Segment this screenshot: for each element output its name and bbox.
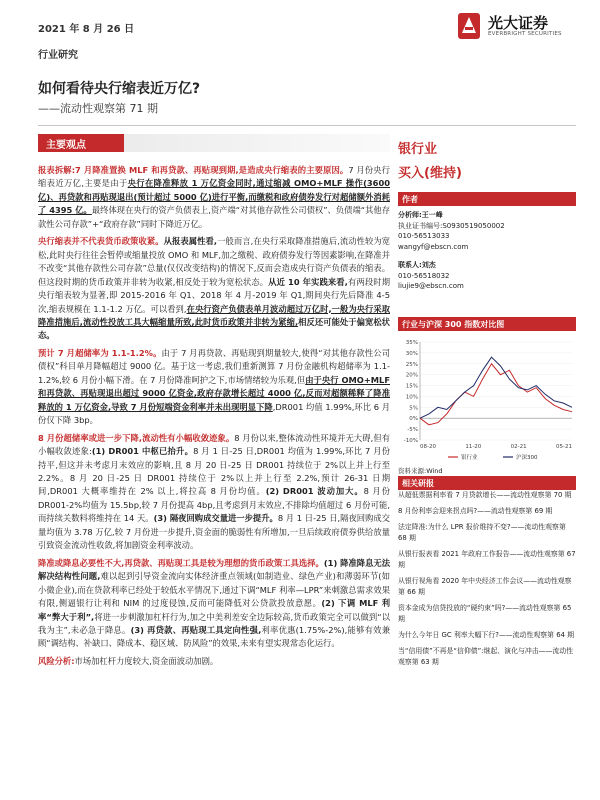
rating-label: 买入(维持) — [398, 166, 462, 181]
paragraph-lead: 降准或降息必要性不大,再贷款、再贴现工具是较为理想的货币政策工具选择。 — [38, 557, 324, 568]
related-report-link[interactable]: 资本金成为信贷投放的“硬约束”吗?——流动性观察第 65 期 — [398, 604, 572, 623]
paragraph-lead: 8 月份超储率或进一步下降,流动性有小幅收敛迹象。 — [38, 432, 235, 443]
chart-y-tick-label: 10% — [405, 394, 418, 401]
brand-logo — [456, 6, 576, 46]
contact-email[interactable]: liujie9@ebscn.com — [398, 282, 464, 290]
chart-y-tick-label: 25% — [405, 361, 418, 368]
chart-legend-label: 银行业 — [461, 455, 478, 461]
chart-x-tick-label: 08-20 — [420, 444, 436, 450]
paragraph-bold: 从报表属性看, — [163, 236, 218, 247]
author-block — [398, 210, 576, 292]
paragraph-text: 由于 7 月再贷款、再贴现到期量较大,使得“对其他存款性公司债权”科目单月降幅超过 9000 亿。基于这一考虑,我们重新测算 7 月份金融机构超储率为 1.1-1.2%,较 6 月份小幅下滑。在 7 月份降准呵护之下,市场情绪较为乐观,但 — [38, 347, 390, 385]
paragraph-bold: 相反还可能处于偏宽松状态。 — [38, 316, 390, 341]
paragraph-emphasis: 在央行资产负债表单月波动超过万亿时,一般为央行采取降准措施后,流动性投放工具大幅缩量所致,此时货币政策并非转为紧缩, — [38, 303, 390, 327]
paragraph-bold: (3) 再贷款、再贴现工具定向性强, — [130, 624, 262, 635]
related-report-link[interactable]: 从银行视角看 2020 年中央经济工作会议——流动性观察第 66 期 — [398, 577, 572, 596]
section-title: 主要观点 — [46, 140, 86, 151]
report-date: 2021 年 8 月 26 日 — [38, 24, 135, 35]
chart-header: 行业与沪深 300 指数对比图 — [398, 317, 576, 331]
paragraph-text: 8 月 1 日-25 日,隔夜回购成交量均值为 3.78 万亿,较 7 月份进一步提升,资金面的脆弱性有所增加,一旦后续政府债券供给放量引致资金流动性收敛,将加剧资金利率波动。 — [38, 513, 391, 551]
paragraph-bold: (2) DR001 波动加大。 — [265, 486, 364, 497]
related-report-link[interactable]: 为什么今年日 GC 利率大幅下行?——流动性观察第 64 期 — [398, 631, 575, 639]
report-subtitle: ——流动性观察第 71 期 — [38, 102, 158, 115]
paragraph-policy-tools — [38, 557, 390, 651]
paragraph-bold: (1) 降准降息无法解决结构性问题, — [38, 557, 391, 582]
paragraph-text: 一般而言,在央行采取降准措施后,流动性较为宽松,此时央行往往会暂停或缩量投放 OMO 和 MLF,加之缴税、政府债券发行等因素影响,在降准并不改变“其他存款性公司存款”总量(仅仅改变结构)的情况下,反而会造成央行资产负债表的缩表。但这段时期的货币政策并非转为收紧,相反处于较为宽松状态。 — [38, 236, 390, 287]
paragraph-bold: (1) DR001 中枢已抬升。 — [91, 446, 194, 457]
paragraph-lead: 报表拆解:7 月降准置换 MLF 和再贷款、再贴现到期,是造成央行缩表的主要原因。 — [38, 165, 349, 175]
related-reports-list — [398, 490, 576, 673]
chart-x-tick-label: 11-20 — [465, 444, 482, 450]
paragraph-emphasis: 由于央行 OMO+MLF 和再贷款、再贴现退出超过 9000 亿资金,政府存款增长超过 4000 亿,反而对超额稀释了降准释放的 1 万亿资金,导致 7 月份短端资金利率并未出现明显下降 — [38, 374, 390, 412]
chart-source: 资料来源:Wind — [398, 467, 443, 475]
author-header: 作者 — [398, 192, 576, 206]
related-report-link[interactable]: 当“信用债”不再是“信仰债”:继起、演化与冲击——流动性观察第 63 期 — [398, 647, 574, 666]
paragraph-risk — [38, 655, 390, 668]
index-comparison-chart — [398, 336, 576, 462]
related-report-link[interactable]: 法定降准:为什么 LPR 报价维持不变?——流动性观察第 68 期 — [398, 523, 566, 542]
paragraph-excess-reserve — [38, 347, 390, 428]
paragraph-lead: 预计 7 月超储率为 1.1-1.2%。 — [38, 347, 162, 358]
paragraph-balance-sheet — [38, 235, 390, 343]
related-report-link[interactable]: 8 月份利率会迎来拐点吗?——流动性观察第 69 期 — [398, 507, 553, 515]
logo-text: 光大证券 — [488, 14, 549, 32]
section-banner — [38, 134, 390, 152]
contact-name: 联系人:刘杰 — [398, 261, 436, 269]
analyst-cert: 执业证书编号:S0930519050002 — [398, 221, 505, 230]
industry-label: 银行业 — [398, 142, 438, 157]
header-divider — [38, 125, 576, 126]
chart-y-tick-label: 5% — [409, 405, 418, 412]
paragraph-text: 市场加杠杆力度较大,资金面波动加剧。 — [74, 655, 219, 666]
paragraph-text: 难以起到引导资金流向实体经济重点领域(如制造业、绿色产业)和薄弱环节(如小微企业),而在贷款利率已经处于较低水平情况下,通过下调“MLF 利率—LPR”来刺激总需求效果有限,侧逼银行让利和 NIM 的过度侵蚀,反而可能降低对公贷款投放意愿。 — [38, 571, 391, 609]
chart-series-line-0 — [420, 364, 572, 425]
paragraph-emphasis: 央行在降准释放 1 万亿资金同时,通过缩减 OMO+MLF 操作(3600 亿)、再贷款和再贴现退出(预计超过 5000 亿)进行平衡,而缴税和政府债券发行对超储额外消耗了 4395 亿。 — [38, 178, 391, 216]
main-content — [38, 164, 390, 670]
chart-y-tick-label: 0% — [409, 416, 418, 423]
paragraph-text: 将进一步刺激加杠杆行为,加之中美利差安全边际较高,货币政策完全可以做到“以我为主”,未必急于降息。 — [38, 611, 391, 635]
chart-series-line-1 — [420, 357, 572, 418]
paragraph-text: 8 月份 DR001-2%均值为 15.5bp,较 7 月份提高 4bp,且考虑到月末效应,不排除均值超过 6 月份可能,而持续关数料将维持在 14 天。 — [38, 486, 390, 524]
related-report-link[interactable]: 从超低票据利率看 7 月贷款增长——流动性观察第 70 期 — [398, 491, 572, 499]
analyst-name: 分析师:王一峰 — [398, 211, 443, 219]
paragraph-text: ,DR001 均值 1.99%,环比 6 月份仅下降 3bp。 — [38, 401, 390, 426]
chart-y-tick-label: 20% — [405, 372, 418, 379]
paragraph-text: 最终体现在央行的资产负债表上,资产端“对其他存款性公司债权”、负债端“其他存款性公司存款”+“政府存款”同时下降近万亿。 — [38, 205, 390, 229]
chart-y-tick-label: 30% — [405, 350, 418, 357]
chart-y-tick-label: -5% — [407, 427, 418, 434]
related-report-link[interactable]: 从银行报表看 2021 年政府工作报告——流动性观察第 67 期 — [398, 550, 576, 569]
chart-legend-label: 沪深300 — [516, 455, 538, 461]
paragraph-lead: 风险分析: — [38, 655, 75, 666]
paragraph-bold: (2) 下调 MLF 利率“弊大于利”, — [38, 598, 391, 622]
paragraph-bold: (3) 隔夜回购成交量进一步提升。 — [153, 513, 278, 524]
paragraph-text: 7 月份央行缩表近万亿,主要是由于 — [38, 165, 391, 189]
paragraph-text: 利率优惠(1.75%-2%),能够有效兼顾“调结构、补缺口、降成本、稳区域、防风险”的效果,未来有望实现常态化运行。 — [38, 624, 390, 649]
related-header: 相关研报 — [398, 476, 576, 490]
logo-english-text: EVERBRIGHT SECURITIES — [488, 31, 562, 37]
contact-phone: 010-56518032 — [398, 271, 450, 280]
chart-x-tick-label: 05-21 — [556, 444, 572, 450]
analyst-phone: 010-56513033 — [398, 232, 450, 240]
chart-x-tick-label: 02-21 — [510, 444, 527, 450]
paragraph-lead: 央行缩表并不代表货币政策收紧。 — [38, 236, 164, 247]
chart-y-tick-label: 15% — [405, 383, 418, 390]
paragraph-text: 有两段时期央行缩表较为显著,即 2015-2016 年 Q1、2018 年 4 月-2019 年 Q1,期间央行先后降准 4-5 次,缩表规模在 1.1-1.2 万亿。可以看到, — [38, 276, 390, 314]
paragraph-bold: 从近 10 年实践来看, — [268, 276, 348, 287]
paragraph-text: 8 月 1 日-25 日,DR001 均值为 1.99%,环比 7 月份持平,但这并未考虑月末效应的影响,且 8 月 20 日-25 日 DR001 持续位于 2%以上并上行至 2.2%。8 月 20 日-25 日 DR001 持续位于 2%以上并上行至 2.2%,预计 26-31 日期间,DR001 大概率维持在 2% 以上,将拉高 8 月份均值。 — [38, 446, 390, 497]
paragraph-text: 8 月份以来,整体流动性环境并无大碍,但有小幅收敛迹象: — [38, 432, 390, 457]
analyst-email[interactable]: wangyf@ebscn.com — [398, 242, 469, 251]
brand-logo-icon — [456, 11, 482, 41]
report-category: 行业研究 — [38, 50, 78, 61]
chart-y-tick-label: 35% — [405, 340, 418, 346]
paragraph-august-outlook — [38, 432, 390, 553]
report-title: 如何看待央行缩表近万亿? — [38, 81, 201, 97]
paragraph-report-breakdown — [38, 164, 390, 231]
chart-y-tick-label: -10% — [403, 438, 418, 444]
